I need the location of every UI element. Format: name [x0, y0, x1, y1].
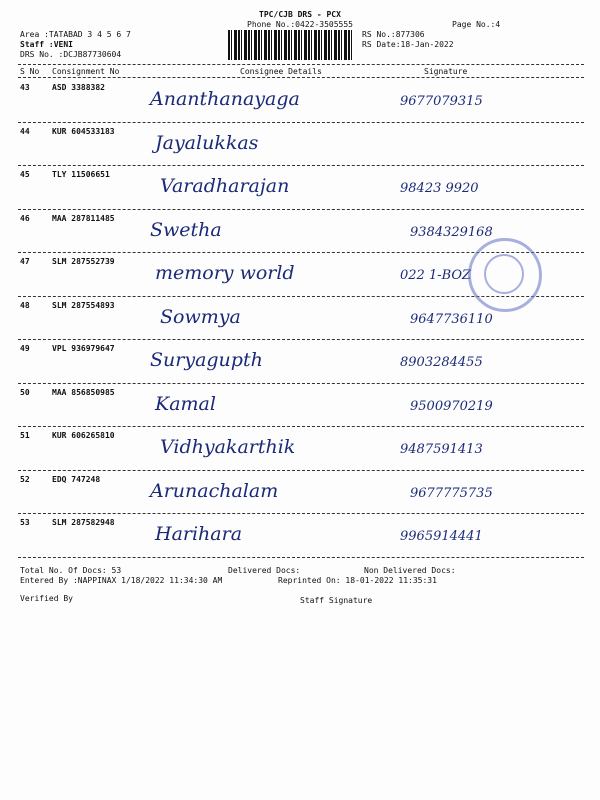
- col-consignment: Consignment No: [52, 67, 120, 76]
- entered-by: Entered By :NAPPINAX 1/18/2022 11:34:30 AM: [20, 576, 223, 585]
- row-serial: 44: [20, 126, 30, 136]
- row-serial: 47: [20, 257, 30, 266]
- row-signature: 9487591413: [400, 442, 483, 457]
- row-consignee-handwriting: Suryagupth: [150, 349, 263, 371]
- phone-number: Phone No.:0422-3505555: [247, 20, 353, 29]
- row-divider: [18, 165, 584, 166]
- row-consignment: MAA 287811485: [52, 213, 115, 223]
- row-serial: 52: [20, 474, 30, 484]
- staff-signature: Staff Signature: [300, 596, 373, 605]
- row-signature: 9647736110: [410, 311, 493, 327]
- row-divider: [18, 426, 584, 427]
- row-divider: [18, 209, 584, 210]
- rs-date: RS Date:18-Jan-2022: [362, 40, 454, 49]
- row-consignment: KUR 606265810: [52, 431, 115, 440]
- row-signature: 8903284455: [400, 355, 483, 370]
- rs-number: RS No.:877306: [362, 30, 425, 39]
- row-consignee-handwriting: Arunachalam: [150, 479, 279, 502]
- row-consignment: KUR 604533183: [52, 126, 115, 136]
- row-divider: [18, 470, 584, 471]
- row-serial: 48: [20, 300, 30, 310]
- row-consignment: EDQ 747248: [52, 474, 101, 484]
- row-divider: [18, 122, 584, 123]
- page-number: Page No.:4: [452, 20, 501, 29]
- row-consignment: SLM 287582948: [52, 518, 115, 527]
- delivered-docs: Delivered Docs:: [228, 566, 301, 575]
- row-consignee-handwriting: Jayalukkas: [155, 131, 259, 154]
- col-signature: Signature: [424, 67, 468, 76]
- area-label: Area :TATABAD 3 4 5 6 7: [20, 30, 131, 39]
- verified-by: Verified By: [20, 594, 73, 603]
- col-sno: S No: [20, 67, 40, 76]
- row-serial: 50: [20, 387, 30, 397]
- row-consignee-handwriting: Kamal: [155, 392, 216, 415]
- barcode: [228, 30, 354, 60]
- row-consignee-handwriting: Harihara: [155, 523, 243, 545]
- row-signature: 022 1-BOZ: [400, 268, 472, 283]
- row-consignee-handwriting: Sowmya: [160, 305, 241, 328]
- row-signature: 98423 9920: [400, 181, 479, 196]
- row-consignment: MAA 856850985: [52, 387, 115, 397]
- reprinted-on: Reprinted On: 18-01-2022 11:35:31: [278, 576, 437, 585]
- staff-label: Staff :VENI: [20, 40, 73, 49]
- row-consignment: TLY 11506651: [52, 170, 110, 179]
- row-signature: 9384329168: [410, 224, 493, 240]
- row-serial: 49: [20, 344, 30, 353]
- row-divider: [18, 513, 584, 514]
- row-consignment: SLM 287554893: [52, 300, 115, 310]
- drs-number: DRS No. :DCJB87730604: [20, 50, 122, 59]
- row-signature: 9965914441: [400, 529, 483, 544]
- row-consignee-handwriting: memory world: [155, 262, 295, 284]
- row-divider: [18, 383, 584, 384]
- row-serial: 45: [20, 170, 30, 179]
- col-consignee: Consignee Details: [240, 67, 322, 76]
- row-divider: [18, 557, 584, 558]
- header-rule-top: [18, 64, 584, 65]
- total-docs: Total No. Of Docs: 53: [20, 566, 122, 575]
- row-serial: 43: [20, 83, 30, 92]
- row-signature: 9500970219: [410, 398, 493, 414]
- row-consignment: SLM 287552739: [52, 257, 115, 266]
- header-rule-bottom: [18, 77, 584, 78]
- row-consignee-handwriting: Swetha: [150, 218, 222, 241]
- company-stamp-inner: [484, 254, 524, 294]
- document-title: TPC/CJB DRS - PCX: [259, 10, 341, 19]
- non-delivered-docs: Non Delivered Docs:: [364, 566, 456, 575]
- row-signature: 9677079315: [400, 94, 483, 109]
- row-consignee-handwriting: Ananthanayaga: [150, 88, 300, 110]
- row-serial: 46: [20, 213, 30, 223]
- row-consignee-handwriting: Vidhyakarthik: [160, 436, 296, 458]
- row-consignment: VPL 936979647: [52, 344, 115, 353]
- row-consignee-handwriting: Varadharajan: [160, 175, 290, 197]
- row-serial: 53: [20, 518, 30, 527]
- row-serial: 51: [20, 431, 30, 440]
- row-signature: 9677775735: [410, 485, 493, 501]
- row-divider: [18, 339, 584, 340]
- row-consignment: ASD 3388382: [52, 83, 105, 92]
